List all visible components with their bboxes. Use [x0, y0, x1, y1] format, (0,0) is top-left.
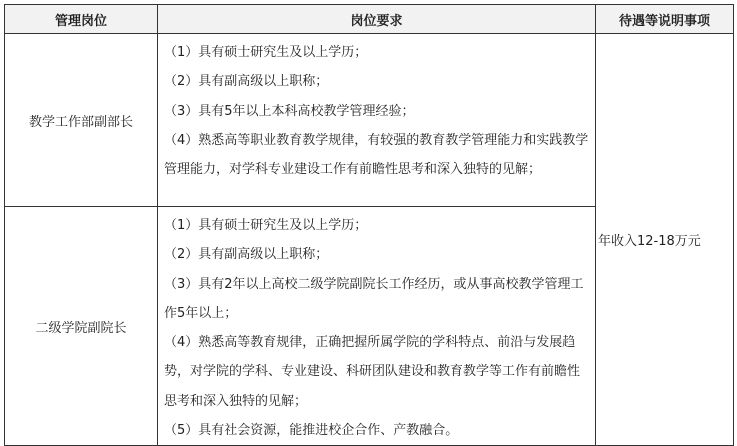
table-row: [5, 34, 734, 207]
salary-note-cell: 年收入12-18万元: [596, 34, 734, 446]
requirement-item: （4）熟悉高等职业教育教学规律，有较强的教育教学管理能力和实践教学管理能力，对学科专业建设工作有前瞻性思考和深入独特的见解；: [164, 132, 589, 178]
requirement-item: （2）具有副高级以上职称；: [164, 74, 329, 90]
requirements-cell: [158, 34, 596, 207]
header-requirements: 岗位要求: [158, 5, 596, 34]
header-row: [5, 5, 734, 34]
header-notes: 待遇等说明事项: [596, 5, 734, 34]
header-position: 管理岗位: [5, 5, 158, 34]
requirement-item: （3）具有2年以上高校二级学院副院长工作经历，或从事高校教学管理工作5年以上；: [164, 276, 584, 321]
positions-table: [4, 4, 734, 446]
position-cell: 教学工作部副部长: [5, 34, 158, 207]
requirement-item: （1）具有硕士研究生及以上学历；: [164, 218, 368, 233]
requirement-item: （4）熟悉高等教育规律，正确把握所属学院的学科特点、前沿与发展趋势，对学院的学科、专业建设、科研团队建设和教育教学等工作有前瞻性思考和深入独特的见解；: [164, 335, 581, 409]
requirement-item: （2）具有副高级以上职称；: [164, 247, 329, 263]
position-cell: 二级学院副院长: [5, 207, 158, 446]
requirements-cell: [158, 207, 596, 446]
requirement-item: （3）具有5年以上本科高校教学管理经验；: [164, 103, 415, 119]
requirement-item: （5）具有社会资源，能推进校企合作、产教融合。: [164, 423, 459, 439]
requirement-item: （1）具有硕士研究生及以上学历；: [164, 45, 368, 60]
